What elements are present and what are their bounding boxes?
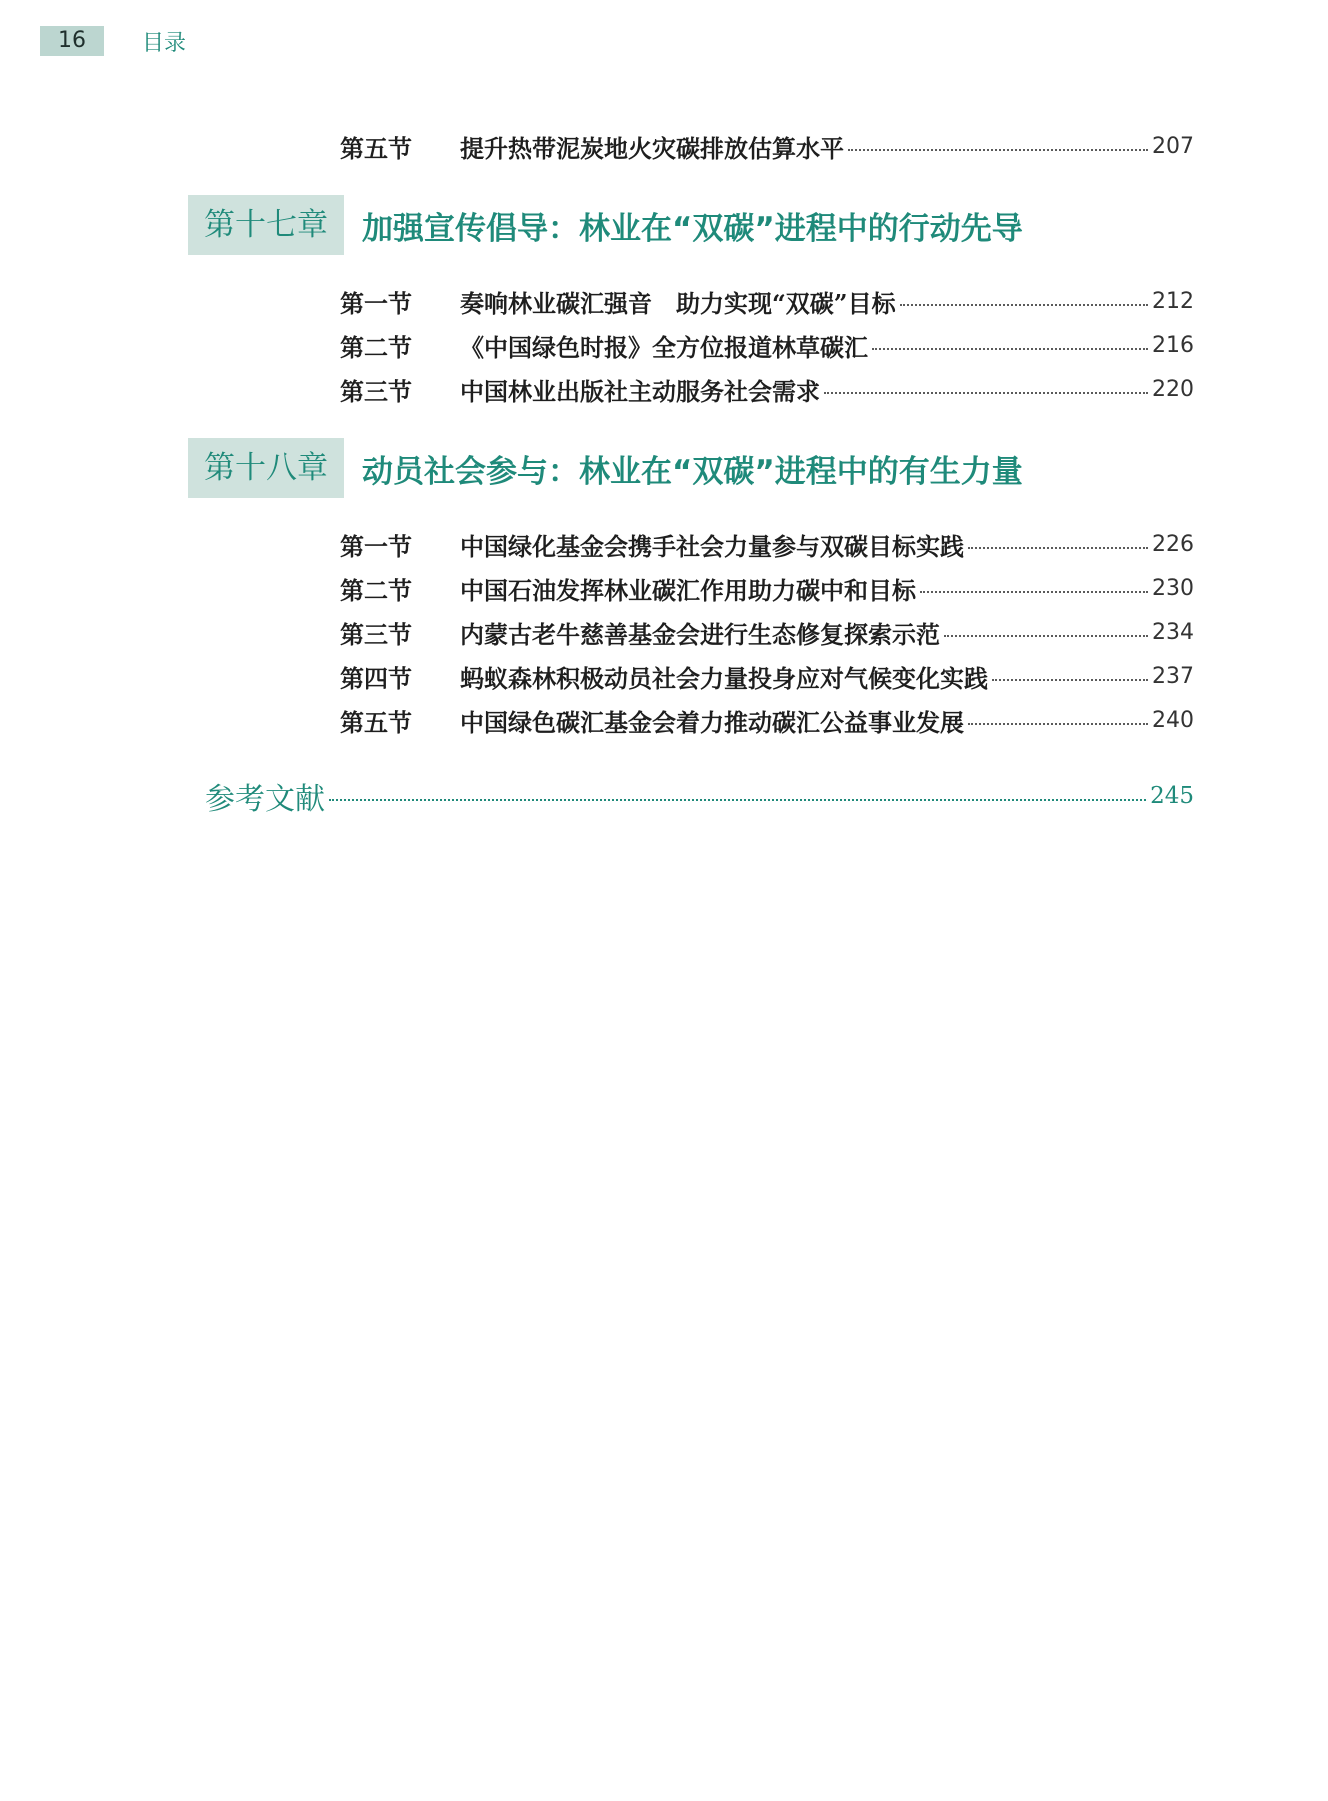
dot-leader [848, 149, 1148, 151]
chapter-title: 动员社会参与：林业在“双碳”进程中的有生力量 [362, 453, 1023, 490]
section-title: 蚂蚁森林积极动员社会力量投身应对气候变化实践 [460, 663, 988, 693]
chapter-heading[interactable] [188, 195, 1023, 255]
section-title: 内蒙古老牛慈善基金会进行生态修复探索示范 [460, 619, 940, 649]
page-ref: 207 [1152, 133, 1194, 159]
section-title: 提升热带泥炭地火灾碳排放估算水平 [460, 133, 844, 163]
toc-entry[interactable] [340, 700, 1194, 740]
chapter-heading[interactable] [188, 438, 1023, 498]
section-title: 中国绿化基金会携手社会力量参与双碳目标实践 [460, 531, 964, 561]
dot-leader [968, 723, 1148, 725]
section-title: 中国石油发挥林业碳汇作用助力碳中和目标 [460, 575, 916, 605]
section-label: 第一节 [340, 288, 412, 318]
toc-entry[interactable] [340, 568, 1194, 608]
section-label: 第三节 [340, 619, 412, 649]
chapter-label: 第十八章 [188, 438, 344, 498]
page-ref: 245 [1150, 783, 1194, 809]
dot-leader [968, 547, 1148, 549]
section-label: 第四节 [340, 663, 412, 693]
section-title: 中国林业出版社主动服务社会需求 [460, 376, 820, 406]
toc-entry[interactable] [340, 281, 1194, 321]
section-label: 第三节 [340, 376, 412, 406]
page-number: 16 [40, 26, 104, 56]
dot-leader [944, 635, 1148, 637]
page-ref: 230 [1152, 575, 1194, 601]
page-ref: 234 [1152, 619, 1194, 645]
page-ref: 220 [1152, 376, 1194, 402]
section-title: 中国绿色碳汇基金会着力推动碳汇公益事业发展 [460, 707, 964, 737]
page-ref: 237 [1152, 663, 1194, 689]
section-title: 《中国绿色时报》全方位报道林草碳汇 [460, 332, 868, 362]
dot-leader [872, 348, 1148, 350]
toc-entry[interactable] [340, 612, 1194, 652]
page-ref: 226 [1152, 531, 1194, 557]
page-header [40, 26, 186, 56]
dot-leader [824, 392, 1148, 394]
dot-leader [920, 591, 1148, 593]
references-title: 参考文献 [205, 782, 325, 817]
dot-leader [992, 679, 1148, 681]
section-label: 第五节 [340, 133, 412, 163]
toc-entry[interactable] [340, 656, 1194, 696]
section-label: 第一节 [340, 531, 412, 561]
dot-leader [329, 799, 1146, 801]
dot-leader [900, 304, 1148, 306]
chapter-label: 第十七章 [188, 195, 344, 255]
section-title: 奏响林业碳汇强音 助力实现“双碳”目标 [460, 288, 896, 318]
references-entry[interactable] [205, 774, 1194, 818]
section-label: 第二节 [340, 575, 412, 605]
section-label: 第五节 [340, 707, 412, 737]
toc-entry[interactable] [340, 126, 1194, 166]
toc-entry[interactable] [340, 325, 1194, 365]
page-ref: 212 [1152, 288, 1194, 314]
toc-entry[interactable] [340, 524, 1194, 564]
page-ref: 216 [1152, 332, 1194, 358]
section-label: 第二节 [340, 332, 412, 362]
toc-entry[interactable] [340, 369, 1194, 409]
header-title: 目录 [142, 30, 187, 56]
chapter-title: 加强宣传倡导：林业在“双碳”进程中的行动先导 [362, 210, 1023, 247]
page-ref: 240 [1152, 707, 1194, 733]
